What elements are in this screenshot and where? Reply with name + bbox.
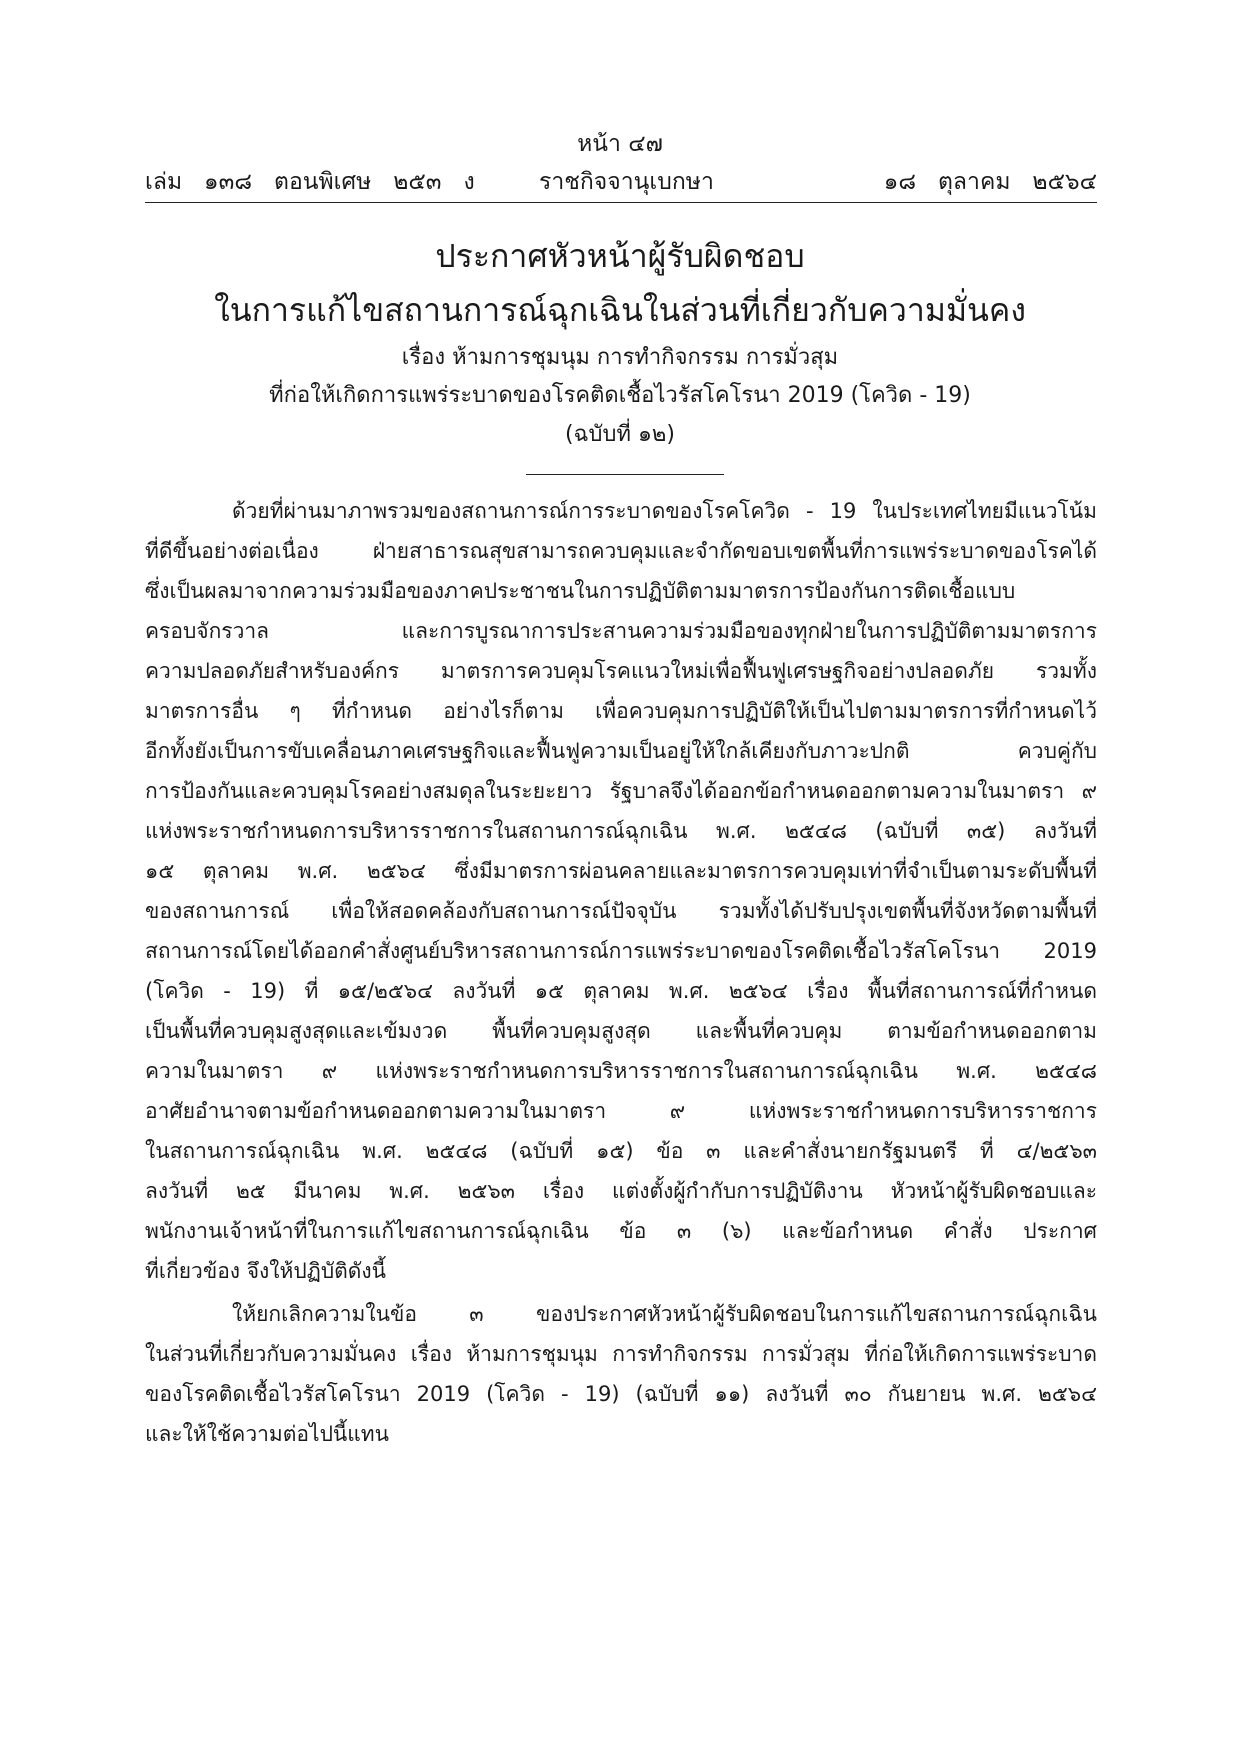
publication-date: ๑๘ ตุลาคม ๒๕๖๔	[883, 169, 1097, 195]
body-line: พนักงานเจ้าหน้าที่ในการแก้ไขสถานการณ์ฉุกเฉิน ข้อ ๓ (๖) และข้อกำหนด คำสั่ง ประกาศ	[145, 1219, 1097, 1243]
body-line: ครอบจักรวาล และการบูรณาการประสานความร่วมมือของทุกฝ่ายในการปฏิบัติตามมาตรการ	[145, 619, 1097, 643]
body-line: ความในมาตรา ๙ แห่งพระราชกำหนดการบริหารราชการในสถานการณ์ฉุกเฉิน พ.ศ. ๒๕๔๘	[145, 1059, 1097, 1083]
body-line: ซึ่งเป็นผลมาจากความร่วมมือของภาคประชาชนในการปฏิบัติตามมาตรการป้องกันการติดเชื้อแบบ	[145, 579, 1016, 603]
announcement-title-line-2: ในการแก้ไขสถานการณ์ฉุกเฉินในส่วนที่เกี่ยวกับความมั่นคง	[214, 291, 1026, 329]
body-line: (โควิด - 19) ที่ ๑๕/๒๕๖๔ ลงวันที่ ๑๕ ตุลาคม พ.ศ. ๒๕๖๔ เรื่อง พื้นที่สถานการณ์ที่กำหนด	[145, 979, 1097, 1003]
body-line: ด้วยที่ผ่านมาภาพรวมของสถานการณ์การระบาดของโรคโควิด - 19 ในประเทศไทยมีแนวโน้ม	[232, 499, 1097, 523]
body-line: ลงวันที่ ๒๕ มีนาคม พ.ศ. ๒๕๖๓ เรื่อง แต่งตั้งผู้กำกับการปฏิบัติงาน หัวหน้าผู้รับผิดชอบและ	[145, 1179, 1097, 1203]
body-line: สถานการณ์โดยได้ออกคำสั่งศูนย์บริหารสถานการณ์การแพร่ระบาดของโรคติดเชื้อไวรัสโคโรนา 2019	[145, 939, 1097, 963]
page-number: หน้า ๔๗	[577, 131, 663, 157]
body-line: ในส่วนที่เกี่ยวกับความมั่นคง เรื่อง ห้ามการชุมนุม การทำกิจกรรม การมั่วสุม ที่ก่อให้เกิดการแพร่ระบาด	[145, 1342, 1097, 1366]
announcement-title-line-1: ประกาศหัวหน้าผู้รับผิดชอบ	[435, 237, 805, 275]
body-line: ความปลอดภัยสำหรับองค์กร มาตรการควบคุมโรคแนวใหม่เพื่อฟื้นฟูเศรษฐกิจอย่างปลอดภัย รวมทั้ง	[145, 659, 1097, 683]
body-line: การป้องกันและควบคุมโรคอย่างสมดุลในระยะยาว รัฐบาลจึงได้ออกข้อกำหนดออกตามความในมาตรา ๙	[145, 779, 1097, 803]
body-line: อาศัยอำนาจตามข้อกำหนดออกตามความในมาตรา ๙ แห่งพระราชกำหนดการบริหารราชการ	[145, 1099, 1097, 1123]
body-line: ที่เกี่ยวข้อง จึงให้ปฏิบัติดังนี้	[145, 1259, 387, 1283]
issue-number: (ฉบับที่ ๑๒)	[564, 422, 676, 447]
body-line: ๑๕ ตุลาคม พ.ศ. ๒๕๖๔ ซึ่งมีมาตรการผ่อนคลายและมาตรการควบคุมเท่าที่จำเป็นตามระดับพื้นที่	[145, 859, 1097, 883]
gazette-header	[145, 166, 1097, 198]
body-line: มาตรการอื่น ๆ ที่กำหนด อย่างไรก็ตาม เพื่อควบคุมการปฏิบัติให้เป็นไปตามมาตรการที่กำหนดไว้	[145, 699, 1097, 723]
body-line: ของโรคติดเชื้อไวรัสโคโรนา 2019 (โควิด - 19) (ฉบับที่ ๑๑) ลงวันที่ ๓๐ กันยายน พ.ศ. ๒๕๖๔	[145, 1382, 1097, 1406]
body-line: ในสถานการณ์ฉุกเฉิน พ.ศ. ๒๕๔๘ (ฉบับที่ ๑๕) ข้อ ๓ และคำสั่งนายกรัฐมนตรี ที่ ๔/๒๕๖๓	[145, 1139, 1097, 1163]
gazette-name: ราชกิจจานุเบกษา	[539, 169, 714, 195]
subject-line-1: เรื่อง ห้ามการชุมนุม การทำกิจกรรม การมั่วสุม	[401, 345, 839, 370]
volume-info: เล่ม ๑๓๘ ตอนพิเศษ ๒๕๓ ง	[145, 169, 475, 195]
body-line: และให้ใช้ความต่อไปนี้แทน	[145, 1422, 389, 1446]
subject-line-2: ที่ก่อให้เกิดการแพร่ระบาดของโรคติดเชื้อไวรัสโคโรนา 2019 (โควิด - 19)	[269, 383, 971, 408]
body-line: ของสถานการณ์ เพื่อให้สอดคล้องกับสถานการณ์ปัจจุบัน รวมทั้งได้ปรับปรุงเขตพื้นที่จังหวัดตามพื้นที่	[145, 899, 1097, 923]
header-divider	[145, 202, 1097, 203]
body-line: อีกทั้งยังเป็นการขับเคลื่อนภาคเศรษฐกิจและฟื้นฟูความเป็นอยู่ให้ใกล้เคียงกับภาวะปกติ ควบคู่กับ	[145, 739, 1097, 763]
body-line: แห่งพระราชกำหนดการบริหารราชการในสถานการณ์ฉุกเฉิน พ.ศ. ๒๕๔๘ (ฉบับที่ ๓๕) ลงวันที่	[145, 819, 1097, 843]
body-line: ให้ยกเลิกความในข้อ ๓ ของประกาศหัวหน้าผู้รับผิดชอบในการแก้ไขสถานการณ์ฉุกเฉิน	[232, 1302, 1097, 1326]
body-line: ที่ดีขึ้นอย่างต่อเนื่อง ฝ่ายสาธารณสุขสามารถควบคุมและจำกัดขอบเขตพื้นที่การแพร่ระบาดของโรคได้	[145, 539, 1097, 563]
title-divider	[526, 474, 724, 475]
body-line: เป็นพื้นที่ควบคุมสูงสุดและเข้มงวด พื้นที่ควบคุมสูงสุด และพื้นที่ควบคุม ตามข้อกำหนดออกตาม	[145, 1019, 1097, 1043]
